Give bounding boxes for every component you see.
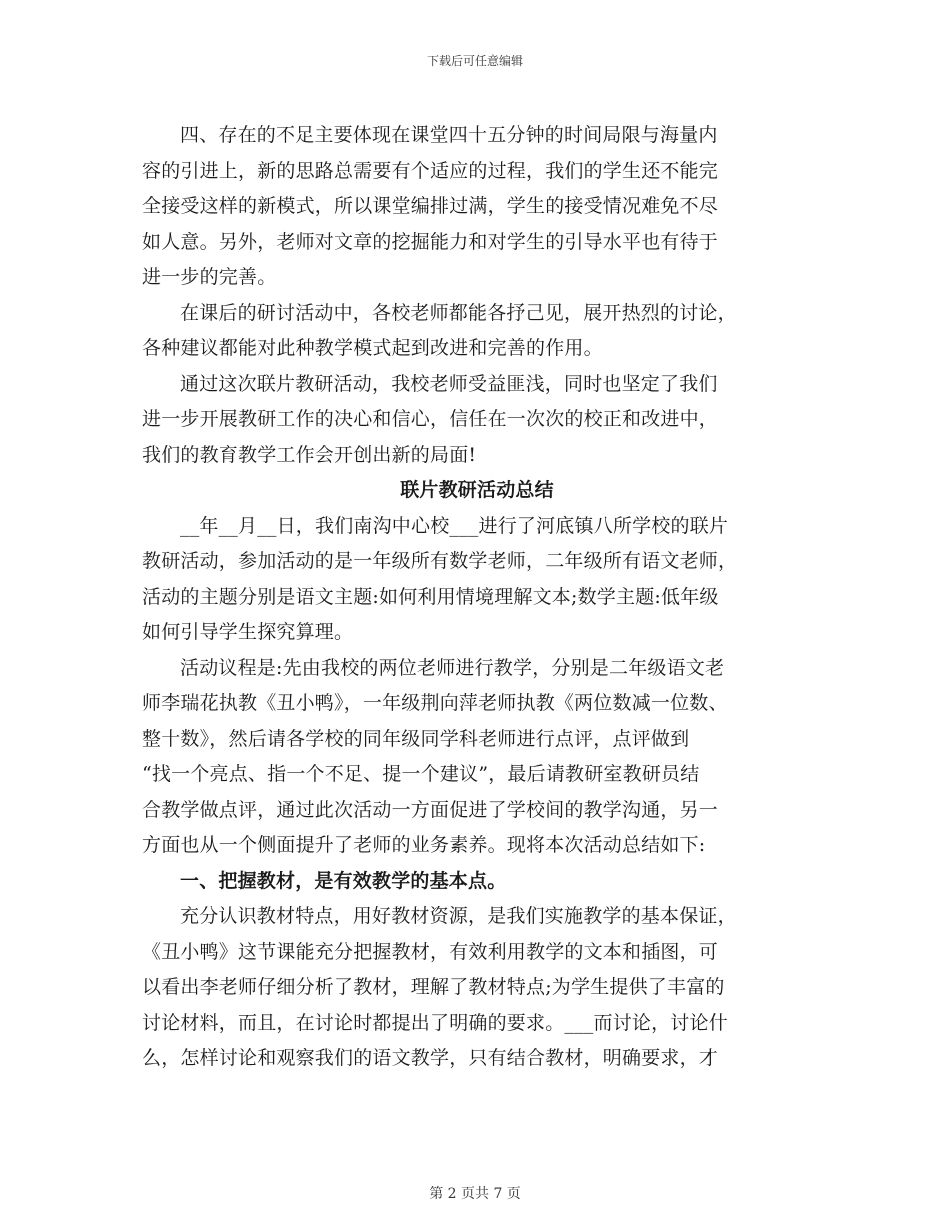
text-line: 四、存在的不足主要体现在课堂四十五分钟的时间局限与海量内: [180, 124, 718, 146]
section-title: 联片教研活动总结: [400, 479, 554, 501]
text-line: 以看出李老师仔细分析了教材，理解了教材特点;为学生提供了丰富的: [142, 976, 725, 998]
subheading: 一、把握教材，是有效教学的基本点。: [180, 869, 507, 892]
text-line: 活动议程是:先由我校的两位老师进行教学，分别是二年级语文老: [180, 656, 725, 679]
paragraph-conclusion: [142, 367, 812, 474]
paragraph-intro: [142, 509, 812, 651]
text-line: 容的引进上，新的思路总需要有个适应的过程，我们的学生还不能完: [142, 159, 719, 182]
text-line: 如何引导学生探究算理。: [142, 621, 354, 643]
text-line: 进一步的完善。: [142, 266, 277, 288]
text-line: 方面也从一个侧面提升了老师的业务素养。现将本次活动总结如下:: [142, 834, 706, 856]
document-body: [142, 118, 812, 1077]
text-line: 通过这次联片教研活动，我校老师受益匪浅，同时也坚定了我们: [180, 372, 718, 395]
text-line: 各种建议都能对此种教学模式起到改进和完善的作用。: [142, 337, 603, 359]
text-line: 整十数》，然后请各学校的同年级同学科老师进行点评，点评做到: [142, 727, 690, 750]
text-line: 充分认识教材特点，用好教材资源，是我们实施教学的基本保证，: [180, 905, 737, 927]
text-line: 我们的教育教学工作会开创出新的局面!: [142, 443, 477, 466]
paragraph-deficiencies: [142, 118, 812, 296]
text-line: “找一个亮点、指一个不足、提一个建议”，最后请教研室教研员结: [142, 763, 700, 785]
text-line: 在课后的研讨活动中，各校老师都能各抒己见，展开热烈的讨论，: [180, 301, 737, 324]
paragraph-discussion: [142, 296, 812, 367]
text-line: 讨论材料，而且，在讨论时都提出了明确的要求。___而讨论，讨论什: [142, 1011, 728, 1034]
text-line: 如人意。另外，老师对文章的挖掘能力和对学生的引导水平也有待于: [142, 230, 719, 253]
text-line: 活动的主题分别是语文主题:如何利用情境理解文本;数学主题:低年级: [142, 585, 719, 608]
text-line: 《丑小鸭》这节课能充分把握教材，有效利用教学的文本和插图，可: [142, 940, 719, 963]
page-number: 第 2 页共 7 页: [429, 1186, 521, 1202]
text-line: 么，怎样讨论和观察我们的语文教学，只有结合教材，明确要求，才: [142, 1047, 719, 1069]
text-line: 全接受这样的新模式，所以课堂编排过满，学生的接受情况难免不尽: [142, 195, 719, 217]
paragraph-textbook: [142, 899, 812, 1077]
text-line: __年__月__日，我们南沟中心校___进行了河底镇八所学校的联片: [180, 514, 729, 537]
paragraph-agenda: [142, 651, 812, 864]
text-line: 进一步开展教研工作的决心和信心，信任在一次次的校正和改进中，: [142, 408, 719, 430]
text-line: 师李瑞花执教《丑小鸭》，一年级荆向萍老师执教《两位数减一位数、: [142, 692, 728, 714]
text-line: 合教学做点评，通过此次活动一方面促进了学校间的教学沟通，另一: [142, 798, 719, 821]
page-header: 下载后可任意编辑: [426, 54, 523, 68]
text-line: 教研活动，参加活动的是一年级所有数学老师，二年级所有语文老师，: [142, 550, 738, 572]
